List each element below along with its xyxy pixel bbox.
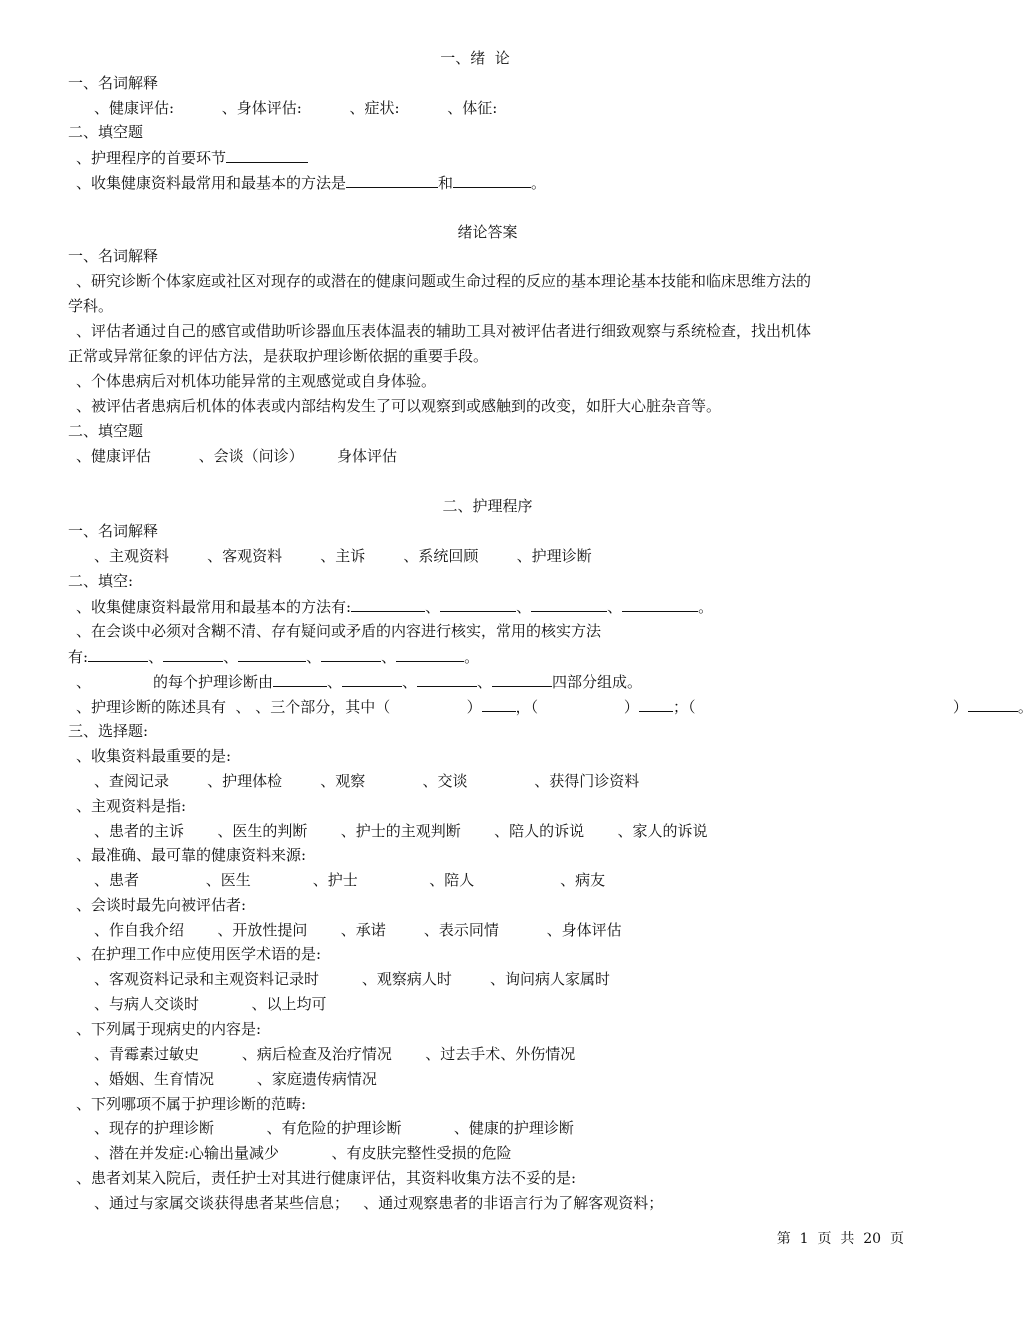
answer-blank [346,172,438,188]
answer-blank [351,596,425,612]
answer-3: 、个体患病后对机体功能异常的主观感觉或自身体验。 [76,372,437,390]
question-text-end: 四部分组成。 [552,673,643,691]
answer-blank [440,596,516,612]
section-title-nursing-process: 二、护理程序 [442,497,533,515]
end-punct: 。 [464,648,480,666]
fill-question-6 [76,696,1033,716]
separator: 、 [402,673,418,691]
separator: 、 [327,673,343,691]
answer-blank [321,646,381,662]
choice-options-7-line-1: 、现存的护理诊断 、有危险的护理诊断 、健康的护理诊断 [94,1119,574,1137]
answer-blank [453,172,531,188]
choice-options-6-line-1: 、青霉素过敏史 、病后检查及治疗情况 、过去手术、外伤情况 [94,1045,576,1063]
separator: 、 [223,648,239,666]
end-punct: 。 [531,174,547,192]
answer-blank [639,696,673,712]
separator: 、 [306,648,322,666]
heading-term-definitions-2: 一、名词解释 [68,522,159,540]
choice-question-7: 、下列哪项不属于护理诊断的范畴: [76,1095,307,1113]
heading-choice: 三、选择题: [68,722,149,740]
question-text: 有: [68,648,89,666]
answer-blank [396,646,464,662]
answer-blank [238,646,306,662]
end-punct: 。 [698,598,714,616]
fill-question-5 [76,671,642,691]
answer-blank [531,596,607,612]
answer-blank [622,596,698,612]
answer-blank [226,147,308,163]
choice-question-5: 、在护理工作中应使用医学术语的是: [76,945,322,963]
fill-question-4-line-1: 、在会谈中必须对含糊不清、存有疑问或矛盾的内容进行核实，常用的核实方法 [76,622,602,640]
answer-blank [163,646,223,662]
answers-title: 绪论答案 [457,223,518,241]
answer-1-line-1: 、研究诊断个体家庭或社区对现存的或潜在的健康问题或生命过程的反应的基本理论基本技能和临床思维方法的 [76,272,812,290]
choice-options-6-line-2: 、婚姻、生育情况 、家庭遗传病情况 [94,1070,377,1088]
choice-options-2: 、患者的主诉 、医生的判断 、护士的主观判断 、陪人的诉说 、家人的诉说 [94,822,708,840]
separator: 、 [381,648,397,666]
answer-4: 、被评估者患病后机体的体表或内部结构发生了可以观察到或感触到的改变，如肝大心脏杂音等。 [76,397,722,415]
answer-blank [342,671,402,687]
question-text: 、护理诊断的陈述具有 、 、三个部分，其中（ ） [76,698,482,716]
connector-text: 和 [438,174,454,192]
question-text: 、收集健康资料最常用和最基本的方法有: [76,598,352,616]
choice-options-5-line-2: 、与病人交谈时 、以上均可 [94,995,327,1013]
separator: 、 [148,648,164,666]
answer-blank [273,671,327,687]
answers-heading-definitions: 一、名词解释 [68,247,159,265]
choice-options-3: 、患者 、医生 、护士 、陪人 、病友 [94,871,606,889]
choice-options-7-line-2: 、潜在并发症:心输出量减少 、有皮肤完整性受损的危险 [94,1144,512,1162]
choice-options-5-line-1: 、客观资料记录和主观资料记录时 、观察病人时 、询问病人家属时 [94,970,611,988]
separator: 、 [425,598,441,616]
fill-question-2 [76,172,546,192]
choice-question-4: 、会谈时最先向被评估者: [76,896,247,914]
heading-term-definitions: 一、名词解释 [68,74,159,92]
answer-1-line-2: 学科。 [68,297,114,315]
separator: 、 [607,598,623,616]
question-text: ，（ ） [515,698,639,716]
question-text: ；（ ） [672,698,968,716]
answer-blank [88,646,148,662]
fill-question-1 [76,147,308,167]
fill-question-3 [76,596,713,616]
answer-blank [492,671,552,687]
question-text: 、 的每个护理诊断由 [76,673,273,691]
question-text: 、收集健康资料最常用和最基本的方法是 [76,174,347,192]
answer-blank [417,671,477,687]
heading-fill-blanks: 二、填空题 [68,123,144,141]
answer-blank [968,696,1018,712]
choice-options-4: 、作自我介绍 、开放性提问 、承诺 、表示同情 、身体评估 [94,921,622,939]
separator: 、 [516,598,532,616]
choice-options-8-line-1: 、通过与家属交谈获得患者某些信息； 、通过观察患者的非语言行为了解客观资料； [94,1194,664,1212]
answer-2-line-1: 、评估者通过自己的感官或借助听诊器血压表体温表的辅助工具对被评估者进行细致观察与系统检查，找出机体 [76,322,812,340]
choice-question-1: 、收集资料最重要的是: [76,747,232,765]
answer-blank [482,696,516,712]
choice-question-3: 、最准确、最可靠的健康资料来源: [76,846,307,864]
section-title-intro: 一、绪 论 [440,49,510,67]
terms-line-2: 、主观资料 、客观资料 、主诉 、系统回顾 、护理诊断 [94,547,592,565]
fill-question-4-line-2 [68,646,479,666]
terms-line: 、健康评估: 、身体评估: 、症状: 、体征: [94,99,498,117]
choice-options-1: 、查阅记录 、护理体检 、观察 、交谈 、获得门诊资料 [94,772,640,790]
page-number-footer: 第 1 页 共 20 页 [776,1231,904,1247]
end-punct: 。 [1017,698,1033,716]
heading-fill-2: 二、填空: [68,572,134,590]
answer-2-line-2: 正常或异常征象的评估方法，是获取护理诊断依据的重要手段。 [68,347,489,365]
choice-question-2: 、主观资料是指: [76,797,187,815]
choice-question-8: 、患者刘某入院后，责任护士对其进行健康评估，其资料收集方法不妥的是: [76,1169,577,1187]
answer-fill-1: 、健康评估 、会谈（问诊） 身体评估 [76,447,398,465]
choice-question-6: 、下列属于现病史的内容是: [76,1020,262,1038]
separator: 、 [477,673,493,691]
answers-heading-fill: 二、填空题 [68,422,144,440]
question-text: 、护理程序的首要环节 [76,149,227,167]
